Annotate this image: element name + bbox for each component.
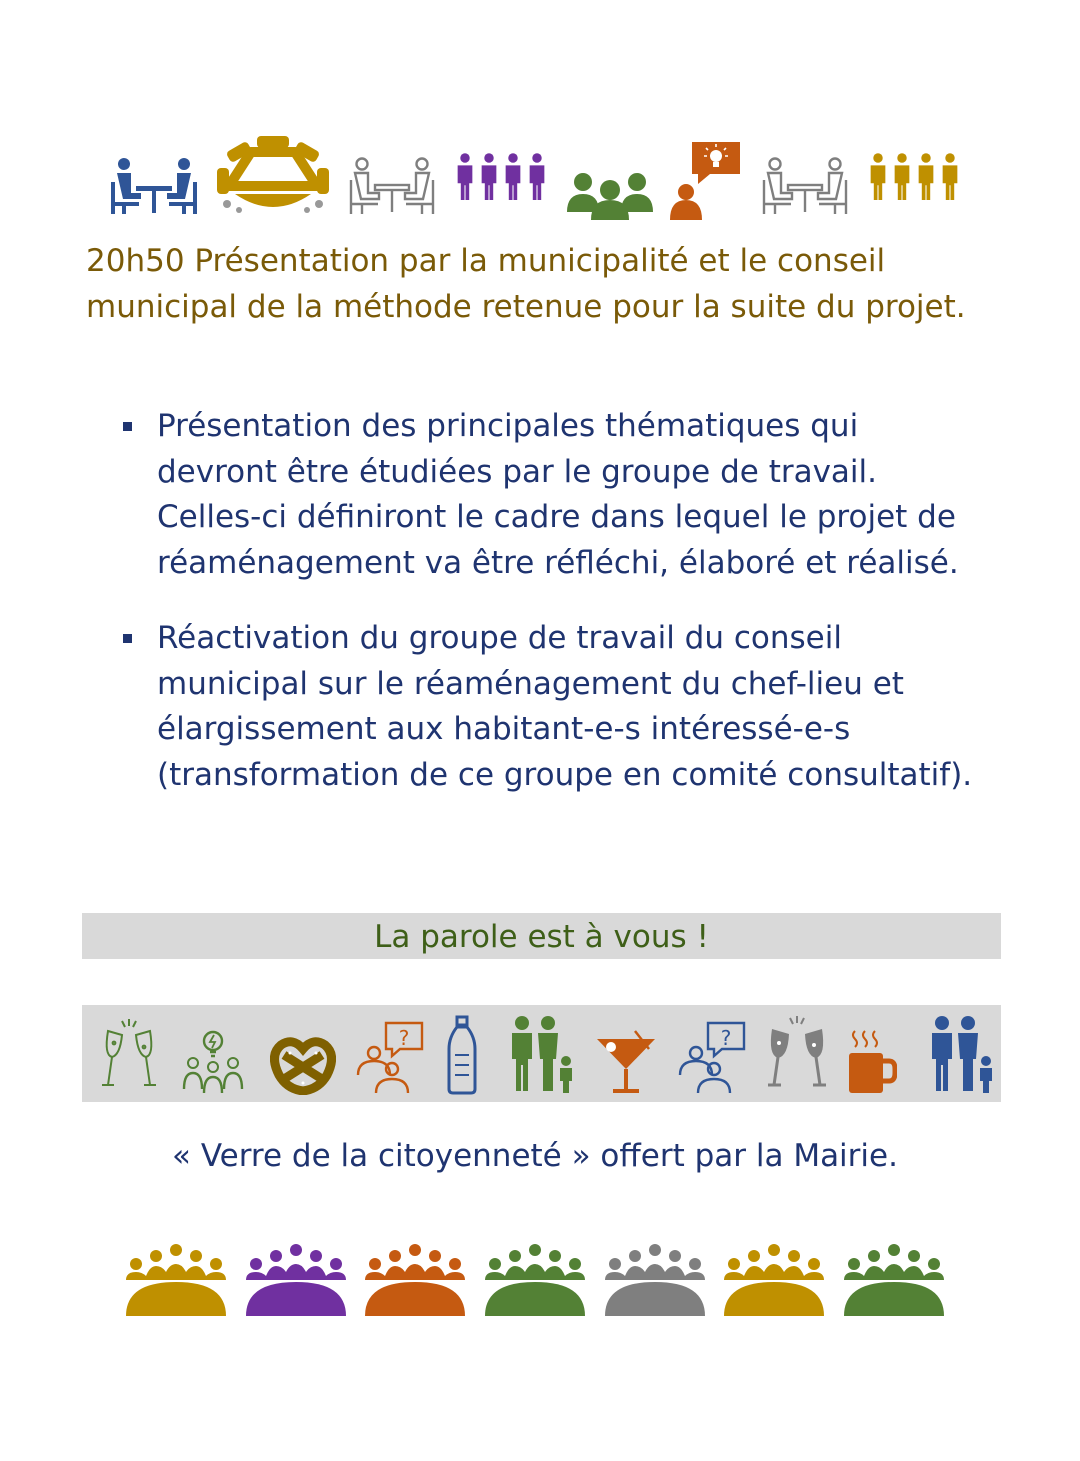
parole-banner: La parole est à vous ! <box>82 913 1001 959</box>
round-table-group-icon <box>485 1244 585 1316</box>
conference-table-icon <box>217 134 329 220</box>
family-icon <box>498 1015 574 1095</box>
round-table-group-icon <box>126 1244 226 1316</box>
bullet-item <box>120 616 980 798</box>
offert-line: « Verre de la citoyenneté » offert par la Mairie. <box>172 1138 898 1174</box>
family-icon <box>918 1015 994 1095</box>
meeting-table-icon <box>108 156 200 220</box>
round-table-group-icon <box>844 1244 944 1316</box>
svg-text:?: ? <box>399 1026 410 1050</box>
bullet-text: Présentation des principales thématiques qui devront être étudiées par le groupe de travail. Celles-ci définiront le cadre dans lequel le projet de réaménagement va être réfléchi, élaboré et réalisé. <box>157 408 959 581</box>
water-bottle-icon <box>447 1015 477 1095</box>
question-person-icon <box>678 1021 748 1095</box>
question-person-icon <box>356 1021 426 1095</box>
round-table-group-icon <box>365 1244 465 1316</box>
round-table-group-icon <box>605 1244 705 1316</box>
meeting-table-outline-icon <box>346 156 438 220</box>
pretzel-icon <box>270 1035 336 1095</box>
refreshment-icon-banner <box>82 1005 1001 1102</box>
cocktail-icon <box>595 1029 657 1095</box>
bullet-text: Réactivation du groupe de travail du conseil municipal sur le réaménagement du chef-lieu et élargissement aux habitant-e-s intéressé-e-s (transformation de ce groupe en comité consultatif). <box>157 620 973 793</box>
idea-group-icon <box>177 1029 249 1095</box>
people-trio-icon <box>567 168 653 220</box>
coffee-mug-icon <box>847 1029 897 1095</box>
bullet-square-icon <box>123 634 132 643</box>
svg-text:?: ? <box>720 1026 731 1050</box>
speaker-idea-icon <box>670 140 742 220</box>
bullet-item <box>120 404 980 586</box>
people-group-icon <box>868 152 964 220</box>
bullet-list <box>120 404 980 828</box>
top-icon-row <box>108 136 964 220</box>
bullet-square-icon <box>123 422 132 431</box>
meeting-table-outline-icon <box>759 156 851 220</box>
round-table-group-icon <box>246 1244 346 1316</box>
mid-icon-row <box>102 1017 994 1095</box>
bottom-icon-row <box>126 1244 944 1316</box>
round-table-group-icon <box>724 1244 824 1316</box>
champagne-glasses-outline-icon <box>102 1017 156 1095</box>
people-group-icon <box>455 152 551 220</box>
intro-paragraph: 20h50 Présentation par la municipalité et le conseil municipal de la méthode retenue pour la suite du projet. <box>86 243 966 325</box>
champagne-glasses-icon <box>768 1015 826 1095</box>
